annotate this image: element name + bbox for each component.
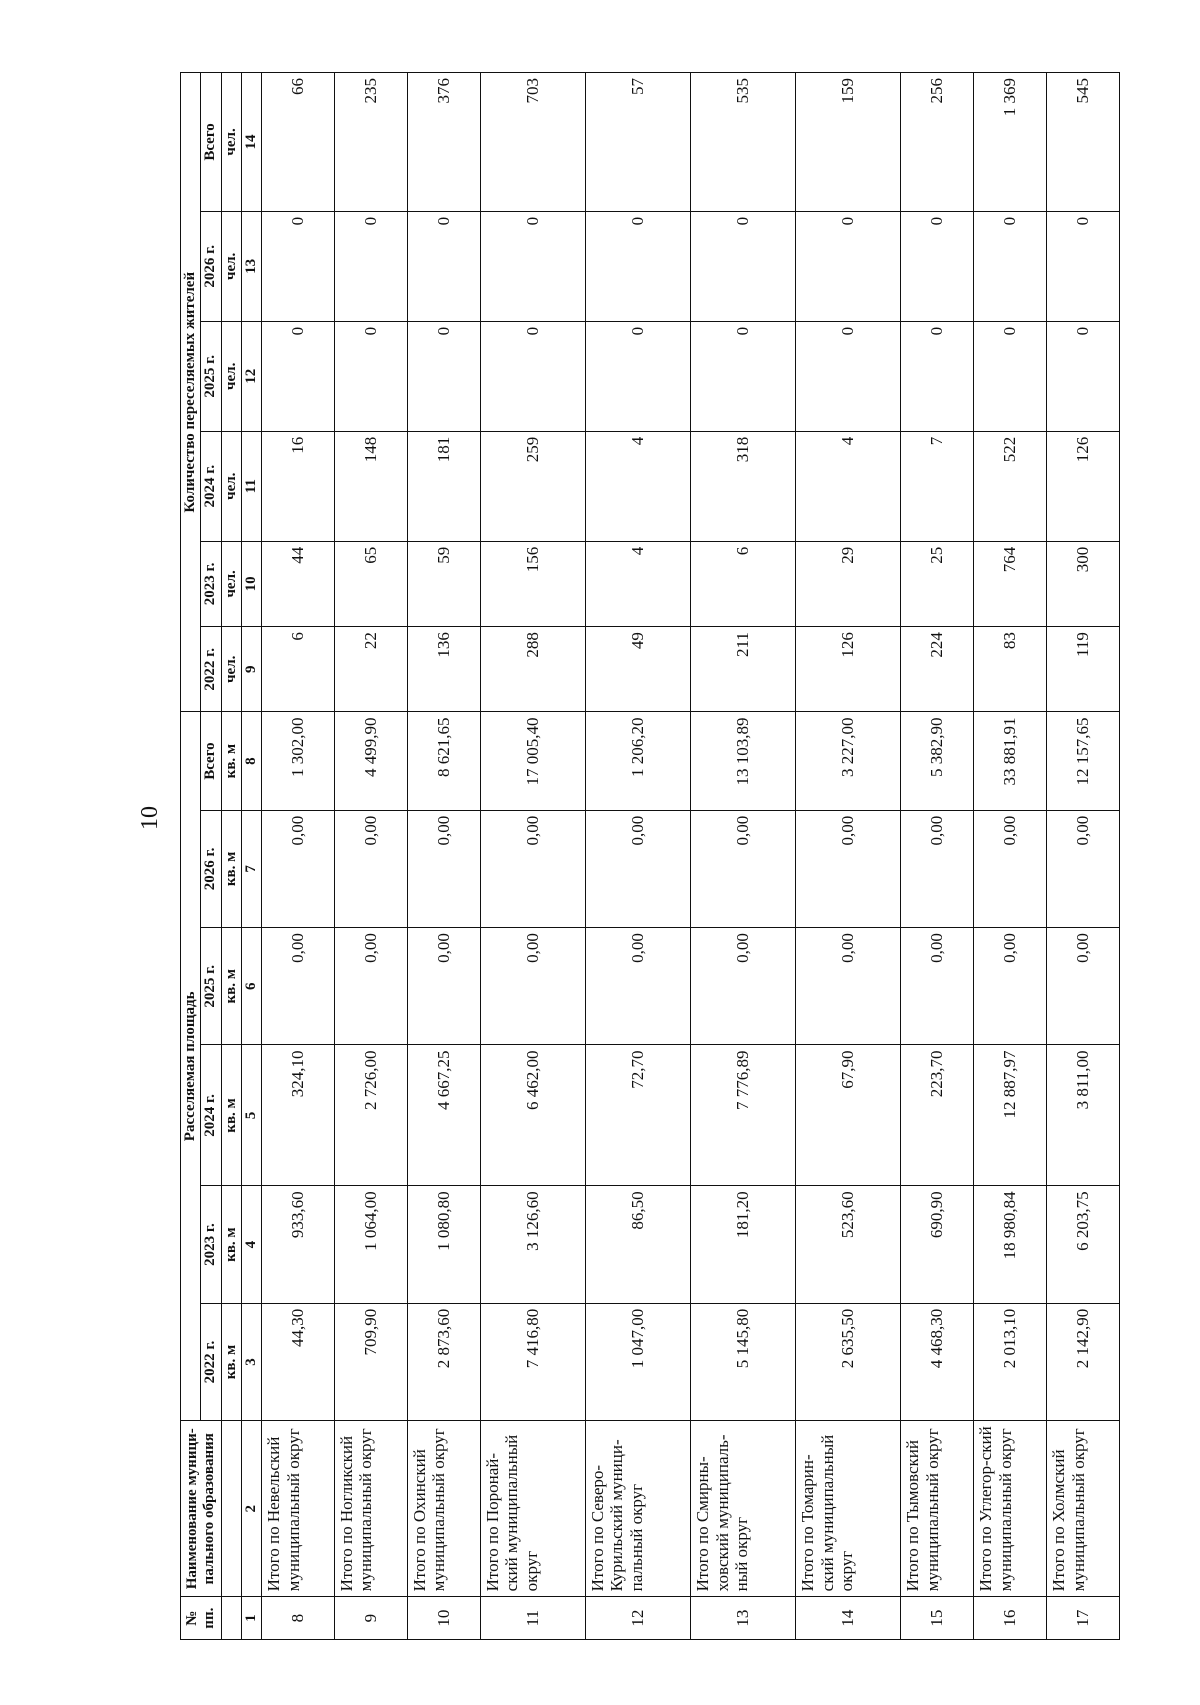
people-value: 0	[1047, 321, 1120, 431]
area-value: 0,00	[690, 928, 795, 1045]
people-unit-header: чел.	[221, 211, 241, 321]
column-number: 9	[241, 627, 261, 712]
people-value: 16	[262, 431, 335, 541]
people-value: 318	[690, 431, 795, 541]
people-value: 29	[796, 541, 901, 626]
row-number: 8	[262, 1597, 335, 1640]
people-value: 4	[585, 431, 690, 541]
people-value: 159	[796, 73, 901, 212]
area-year-header: 2026 г.	[201, 810, 221, 927]
people-value: 0	[407, 321, 480, 431]
row-number: 15	[901, 1597, 974, 1640]
area-value: 0,00	[901, 810, 974, 927]
area-value: 0,00	[1047, 810, 1120, 927]
people-year-header: 2024 г.	[201, 431, 221, 541]
column-number: 7	[241, 810, 261, 927]
column-number: 13	[241, 211, 261, 321]
people-value: 4	[585, 541, 690, 626]
area-value: 1 047,00	[585, 1303, 690, 1420]
area-value: 5 382,90	[901, 712, 974, 810]
people-value: 49	[585, 627, 690, 712]
people-value: 7	[901, 431, 974, 541]
people-value: 376	[407, 73, 480, 212]
people-value: 6	[262, 627, 335, 712]
unit-empty	[221, 1421, 241, 1597]
municipality-name: Итого по Ногликский муниципальный округ	[334, 1421, 407, 1597]
rotated-table-container	[180, 72, 1120, 1640]
area-value: 3 811,00	[1047, 1045, 1120, 1186]
people-value: 0	[585, 321, 690, 431]
area-value: 7 416,80	[480, 1303, 585, 1420]
people-value: 0	[796, 211, 901, 321]
municipality-name: Итого по Северо-Курильский муници-пальный округ	[585, 1421, 690, 1597]
municipality-name: Итого по Невельский муниципальный округ	[262, 1421, 335, 1597]
area-value: 2 013,10	[974, 1303, 1047, 1420]
people-value: 0	[974, 211, 1047, 321]
row-number: 14	[796, 1597, 901, 1640]
people-value: 66	[262, 73, 335, 212]
people-year-header: 2023 г.	[201, 541, 221, 626]
people-value: 535	[690, 73, 795, 212]
area-value: 0,00	[480, 810, 585, 927]
area-value: 0,00	[407, 810, 480, 927]
area-value: 1 080,80	[407, 1186, 480, 1303]
area-value: 0,00	[1047, 928, 1120, 1045]
row-number: 11	[480, 1597, 585, 1640]
people-value: 148	[334, 431, 407, 541]
area-year-header: 2025 г.	[201, 928, 221, 1045]
area-value: 8 621,65	[407, 712, 480, 810]
municipality-name: Итого по Томарин-ский муниципальный округ	[796, 1421, 901, 1597]
people-value: 522	[974, 431, 1047, 541]
people-value: 4	[796, 431, 901, 541]
area-value: 7 776,89	[690, 1045, 795, 1186]
table-row	[407, 73, 480, 1640]
row-number: 10	[407, 1597, 480, 1640]
people-value: 0	[480, 321, 585, 431]
people-value: 25	[901, 541, 974, 626]
municipality-name: Итого по Смирны-ховский муниципаль-ный округ	[690, 1421, 795, 1597]
people-value: 0	[334, 321, 407, 431]
area-value: 18 980,84	[974, 1186, 1047, 1303]
area-year-header: 2023 г.	[201, 1186, 221, 1303]
people-value: 288	[480, 627, 585, 712]
area-value: 523,60	[796, 1186, 901, 1303]
municipality-name: Итого по Поронай-ский муниципальный округ	[480, 1421, 585, 1597]
people-value: 119	[1047, 627, 1120, 712]
people-value: 0	[901, 211, 974, 321]
area-value: 4 667,25	[407, 1045, 480, 1186]
people-value: 224	[901, 627, 974, 712]
people-value: 235	[334, 73, 407, 212]
area-value: 0,00	[974, 810, 1047, 927]
area-value: 1 064,00	[334, 1186, 407, 1303]
area-value: 44,30	[262, 1303, 335, 1420]
column-number: 6	[241, 928, 261, 1045]
people-value: 22	[334, 627, 407, 712]
resettlement-table	[180, 72, 1120, 1640]
people-value: 156	[480, 541, 585, 626]
people-year-header: Всего	[201, 73, 221, 212]
people-value: 0	[585, 211, 690, 321]
header-people-group: Количество переселяемых жителей	[181, 73, 201, 712]
area-value: 6 203,75	[1047, 1186, 1120, 1303]
people-value: 83	[974, 627, 1047, 712]
people-value: 0	[690, 211, 795, 321]
area-year-header: Всего	[201, 712, 221, 810]
municipality-name: Итого по Охинский муниципальный округ	[407, 1421, 480, 1597]
header-area-group: Расселяемая площадь	[181, 712, 201, 1421]
area-value: 17 005,40	[480, 712, 585, 810]
municipality-name: Итого по Углегор-ский муниципальный округ	[974, 1421, 1047, 1597]
people-value: 0	[334, 211, 407, 321]
people-unit-header: чел.	[221, 321, 241, 431]
area-value: 33 881,91	[974, 712, 1047, 810]
people-unit-header: чел.	[221, 431, 241, 541]
year-header-row	[201, 73, 221, 1640]
people-value: 0	[901, 321, 974, 431]
area-value: 324,10	[262, 1045, 335, 1186]
area-value: 0,00	[334, 810, 407, 927]
area-unit-header: кв. м	[221, 928, 241, 1045]
area-value: 72,70	[585, 1045, 690, 1186]
people-value: 0	[690, 321, 795, 431]
people-value: 545	[1047, 73, 1120, 212]
area-value: 0,00	[262, 810, 335, 927]
area-value: 12 157,65	[1047, 712, 1120, 810]
area-value: 0,00	[901, 928, 974, 1045]
header-name: Наименование муници-пального образования	[181, 1421, 222, 1597]
area-value: 2 726,00	[334, 1045, 407, 1186]
area-value: 2 873,60	[407, 1303, 480, 1420]
people-value: 0	[262, 321, 335, 431]
row-number: 13	[690, 1597, 795, 1640]
people-value: 126	[796, 627, 901, 712]
area-value: 2 142,90	[1047, 1303, 1120, 1420]
municipality-name: Итого по Холмский муниципальный округ	[1047, 1421, 1120, 1597]
column-number: 10	[241, 541, 261, 626]
column-number: 8	[241, 712, 261, 810]
area-value: 86,50	[585, 1186, 690, 1303]
column-number: 12	[241, 321, 261, 431]
area-value: 223,70	[901, 1045, 974, 1186]
people-value: 181	[407, 431, 480, 541]
area-value: 1 302,00	[262, 712, 335, 810]
column-number: 4	[241, 1186, 261, 1303]
area-value: 3 126,60	[480, 1186, 585, 1303]
row-number: 12	[585, 1597, 690, 1640]
people-year-header: 2026 г.	[201, 211, 221, 321]
people-value: 256	[901, 73, 974, 212]
people-value: 59	[407, 541, 480, 626]
header-no: № пп.	[181, 1597, 222, 1640]
area-unit-header: кв. м	[221, 1186, 241, 1303]
municipality-name: Итого по Тымовский муниципальный округ	[901, 1421, 974, 1597]
table-row	[262, 73, 335, 1640]
area-value: 0,00	[974, 928, 1047, 1045]
column-number-row	[241, 73, 261, 1640]
people-unit-header: чел.	[221, 73, 241, 212]
area-value: 4 499,90	[334, 712, 407, 810]
people-value: 0	[1047, 211, 1120, 321]
people-value: 0	[262, 211, 335, 321]
column-number: 3	[241, 1303, 261, 1420]
column-number: 14	[241, 73, 261, 212]
area-value: 0,00	[796, 810, 901, 927]
unit-header-row	[221, 73, 241, 1640]
area-year-header: 2024 г.	[201, 1045, 221, 1186]
area-value: 0,00	[585, 928, 690, 1045]
area-value: 1 206,20	[585, 712, 690, 810]
area-value: 0,00	[585, 810, 690, 927]
area-value: 709,90	[334, 1303, 407, 1420]
area-value: 181,20	[690, 1186, 795, 1303]
area-value: 3 227,00	[796, 712, 901, 810]
people-value: 300	[1047, 541, 1120, 626]
area-unit-header: кв. м	[221, 810, 241, 927]
table-body	[262, 73, 1120, 1640]
row-number: 9	[334, 1597, 407, 1640]
page-number: 10	[137, 806, 163, 830]
column-number: 11	[241, 431, 261, 541]
people-year-header: 2025 г.	[201, 321, 221, 431]
people-value: 136	[407, 627, 480, 712]
row-number: 16	[974, 1597, 1047, 1640]
area-value: 12 887,97	[974, 1045, 1047, 1186]
people-value: 211	[690, 627, 795, 712]
area-value: 5 145,80	[690, 1303, 795, 1420]
people-value: 57	[585, 73, 690, 212]
area-value: 0,00	[334, 928, 407, 1045]
people-value: 259	[480, 431, 585, 541]
area-value: 67,90	[796, 1045, 901, 1186]
people-value: 703	[480, 73, 585, 212]
area-unit-header: кв. м	[221, 712, 241, 810]
row-number: 17	[1047, 1597, 1120, 1640]
area-value: 0,00	[690, 810, 795, 927]
table-row	[480, 73, 585, 1640]
people-value: 764	[974, 541, 1047, 626]
table-row	[901, 73, 974, 1640]
people-value: 1 369	[974, 73, 1047, 212]
people-unit-header: чел.	[221, 627, 241, 712]
area-value: 0,00	[480, 928, 585, 1045]
people-value: 65	[334, 541, 407, 626]
people-value: 6	[690, 541, 795, 626]
area-value: 690,90	[901, 1186, 974, 1303]
area-unit-header: кв. м	[221, 1303, 241, 1420]
column-number: 1	[241, 1597, 261, 1640]
area-value: 13 103,89	[690, 712, 795, 810]
table-row	[796, 73, 901, 1640]
area-value: 0,00	[407, 928, 480, 1045]
people-value: 0	[407, 211, 480, 321]
area-value: 933,60	[262, 1186, 335, 1303]
people-value: 0	[480, 211, 585, 321]
people-value: 0	[796, 321, 901, 431]
table-row	[974, 73, 1047, 1640]
people-year-header: 2022 г.	[201, 627, 221, 712]
unit-empty	[221, 1597, 241, 1640]
area-value: 6 462,00	[480, 1045, 585, 1186]
area-value: 4 468,30	[901, 1303, 974, 1420]
table-header	[181, 73, 262, 1640]
area-value: 0,00	[796, 928, 901, 1045]
table-row	[334, 73, 407, 1640]
column-number: 5	[241, 1045, 261, 1186]
area-value: 0,00	[262, 928, 335, 1045]
column-number: 2	[241, 1421, 261, 1597]
table-row	[1047, 73, 1120, 1640]
people-unit-header: чел.	[221, 541, 241, 626]
people-value: 0	[974, 321, 1047, 431]
people-value: 44	[262, 541, 335, 626]
area-value: 2 635,50	[796, 1303, 901, 1420]
people-value: 126	[1047, 431, 1120, 541]
table-row	[585, 73, 690, 1640]
area-unit-header: кв. м	[221, 1045, 241, 1186]
table-row	[690, 73, 795, 1640]
area-year-header: 2022 г.	[201, 1303, 221, 1420]
